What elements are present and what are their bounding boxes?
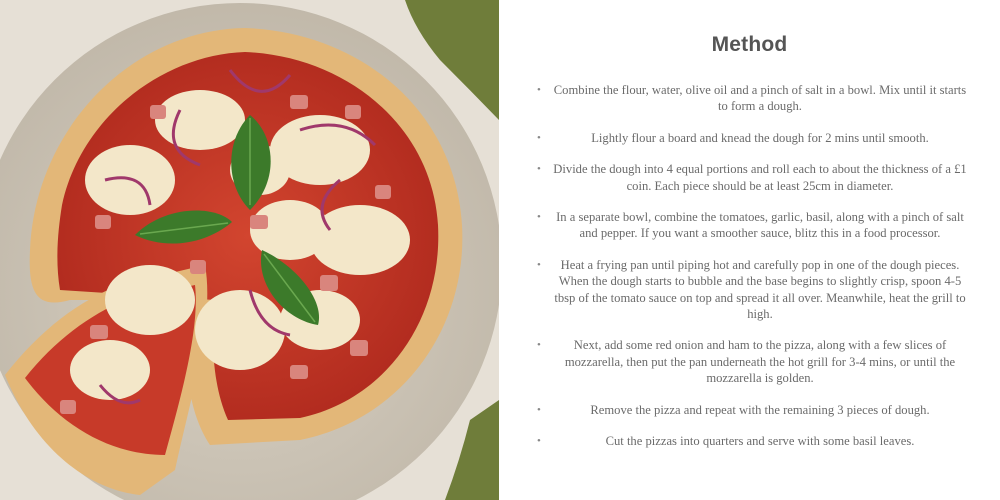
step-text: In a separate bowl, combine the tomatoes, garlic, basil, along with a pinch of salt and pepper. If you want a smoother sauce, blitz this in a food processor. — [556, 210, 964, 241]
bullet-icon: • — [537, 435, 541, 448]
method-step — [537, 82, 967, 115]
method-panel — [499, 0, 1000, 500]
method-title: Method — [711, 33, 788, 56]
bullet-icon: • — [537, 339, 541, 352]
step-text: Cut the pizzas into quarters and serve with some basil leaves. — [605, 434, 915, 449]
method-step — [537, 337, 967, 386]
bullet-icon: • — [537, 258, 541, 271]
bullet-icon: • — [537, 163, 541, 176]
step-text: Heat a frying pan until piping hot and carefully pop in one of the dough pieces. When the dough starts to bubble and the base begins to slightly crisp, spoon 4-5 tbsp of the tomato sauce on top and spread it all over. Meanwhile, heat the grill to high. — [554, 257, 966, 322]
pizza-icon — [0, 0, 499, 500]
method-steps-list — [537, 82, 967, 465]
step-text: Combine the flour, water, olive oil and a pinch of salt in a bowl. Mix until it starts to form a dough. — [553, 83, 967, 114]
bullet-icon: • — [537, 131, 541, 144]
method-step — [537, 433, 967, 449]
step-text: Remove the pizza and repeat with the remaining 3 pieces of dough. — [590, 402, 930, 417]
method-step — [537, 257, 967, 323]
method-step — [537, 161, 967, 194]
step-text: Next, add some red onion and ham to the pizza, along with a few slices of mozzarella, then put the pan underneath the hot grill for 3-4 mins, or until the mozzarella is golden. — [564, 338, 956, 386]
pizza-photo — [0, 0, 499, 500]
bullet-icon: • — [537, 84, 541, 96]
method-step — [537, 402, 967, 418]
step-text: Lightly flour a board and knead the dough for 2 mins until smooth. — [591, 130, 929, 145]
method-step — [537, 209, 967, 242]
step-text: Divide the dough into 4 equal portions and roll each to about the thickness of a £1 coin. Each piece should be at least 25cm in diameter. — [553, 162, 967, 193]
bullet-icon: • — [537, 403, 541, 416]
bullet-icon: • — [537, 211, 541, 224]
method-step — [537, 130, 967, 146]
